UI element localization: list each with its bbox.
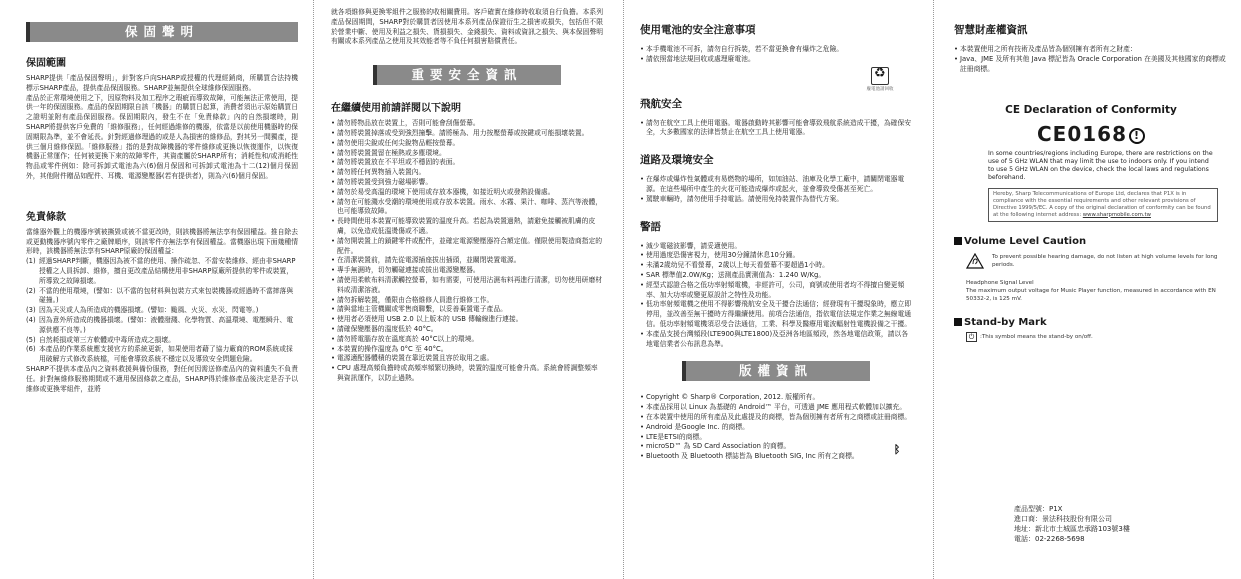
column-battery-safety [640,22,912,572]
ce-title: CE Declaration of Conformity [1005,104,1177,117]
list-item: • 在本裝置中使用的所有產品及此處提及的商標，皆為個別擁有者所有之商標或註冊商標。 [640,413,912,423]
list-item: • 請勿將物品放在裝置上，否則可能會刮傷螢幕。 [331,119,603,129]
contact-block [1014,504,1130,544]
list-item: • 請勿在可能濺水受潮的環境使用或存放本裝置。雨水、水霧、果汁、咖啡、蒸汽等液體，也可能導致故障。 [331,198,603,218]
hearing-warning-icon [966,253,984,269]
list-item: • microSD™ 為 SD Card Association 的商標。 [640,442,912,452]
list-item: • 本裝置的操作溫度為 0°C 至 40°C。 [331,345,603,355]
warranty-scope-heading: 保固範圍 [26,58,66,69]
ip-heading: 智慧財產權資訊 [954,24,1028,36]
before-use-heading: 在繼續使用前請詳閱以下說明 [331,103,461,115]
list-item: • 本產品支援台灣頻段(LTE900與LTE1800)及亞洲各地區頻段，然各地電信政策，請以各地電信業者公布訊息為準。 [640,330,912,350]
column-warranty [26,22,298,572]
column-divider [313,0,314,579]
battery-heading: 使用電池的安全注意事項 [640,24,756,36]
list-item: • Java、JME 及所有其他 Java 標記皆為 Oracle Corporation 在美國及其他國家的商標或註冊商標。 [954,55,1228,75]
copyright-list [640,393,912,462]
list-item: (5) 自然耗損或第三方軟體或中毒所造成之損壞。 [26,335,175,344]
road-heading: 道路及環境安全 [640,154,714,167]
list-item: • 未滿2歲幼兒不看螢幕，2歲以上每天看螢幕不要超過1小時。 [640,261,912,271]
headphone-label: Headphone Signal Level [966,279,1034,286]
warranty-band-title: 保固聲明 [26,22,298,42]
list-item: • 請確保變壓器的溫度低於 40°C。 [331,325,603,335]
list-item: • 本裝置使用之所有技術及產品皆為個別擁有者所有之財產： [954,45,1228,55]
declaration-box [988,188,1218,222]
list-item: • 請勿在航空工具上使用電器。電器啟動時其影響可能會導致飛航系統造成干擾，為確保安全，大多數國家的法律皆禁止在航空工具上使用電器。 [640,119,912,139]
disclaimer-paragraph: 當維器外觀上的機器序號被撕毀或被不當更改時，則該機器將無法享有保固權益。推自除去或更動機器序號內零件之廠牌順序，則該零件亦無法享有保固權益。當機器出現下面幾種情形時，該機器將無法享有SHARP原廠的保固權益： [26,227,298,256]
column-ip-ce [954,22,1228,572]
list-item: (6) 本產品的作業系統應支援官方的系統更新，如果使用者藉了協力廠商的ROM系統或採用破解方式修改系統檔，可能會導致系統不穩定以及導致安全問題危險。 [26,345,293,364]
list-item: • 請勿拆解裝置，僅限由合格維修人員進行維修工作。 [331,296,603,306]
volume-text: To prevent possible hearing damage, do not listen at high volume levels for long periods. [992,253,1218,268]
flight-list [640,119,912,139]
battery-list [640,45,912,65]
column-divider [623,0,624,579]
address: 地址：新北市土城區忠承路103號3樓 [1014,525,1130,533]
list-item: • LTE是ETSI的商標。 [640,433,912,443]
ce-note: In some countries/regions including Europe, there are restrictions on the use of 5 GHz WLAN that may limit the use to indoors only. If you intend to use 5 GHz WLAN on the device, check the local laws and regulations beforehand. [988,150,1213,181]
list-item: • 請勿於易受高溫的環境下使用或存放本器機，如接近明火或發熱設備處。 [331,188,603,198]
phone: 電話：02-2268-5698 [1014,535,1085,543]
list-item: • 長時間使用本裝置可能導致裝置的溫度升高。若起為裝置過熱，請避免接觸被肌膚的皮膚，以免造成低溫燙傷或不適。 [331,217,603,237]
list-item: • 駕駛車輛時，請勿使用手持電話。請使用免持裝置作為替代方案。 [640,195,912,205]
road-list [640,175,912,204]
list-item: • 請勿使用尖銳或任何尖銳物品輕按螢幕。 [331,139,603,149]
list-item: • 經型式認證合格之低功率射頻電機，非經許可，公司，商號或使用者均不得擅自變更頻率、加大功率或變更原設計之特性及功能。 [640,281,912,301]
list-item: • 減少電磁波影響，請妥適使用。 [640,242,912,252]
list-item: • 請勿將裝置置留在極熱或多塵環境。 [331,149,603,159]
ip-list [954,45,1228,74]
disclaimer-heading: 免責條款 [26,211,66,223]
list-item: (2) 不當的使用環境，(譬如：以不當的包材料與包裝方式來包裝機器或經過時不當摔落與碰撞。) [26,286,294,305]
headphone-text: The maximum output voltage for Music Player function, measured in accordance with EN 50332-2, is 125 mV. [966,287,1216,302]
list-item: • 請依照當地法規回收或處理廢電池。 [640,55,912,65]
list-item: (4) 因為意外所造成的機器損壞。(譬如：液體潑濺、化學物質、高溫環境、電壓瞬升、電源供應不良等。) [26,315,294,334]
recycle-caption: 廢電池請回收 [866,86,894,92]
standby-row [966,332,1228,342]
warranty-scope-paragraph: 產品於正常環境使用之下，因原物料及加工程序之瑕疵而導致故障，可能無法正常使用，提供一年的保固服務。產品的保固期限自該「機器」的購買日起算，消費者須出示原始購買日之證明並附有產品保固服務。保固期限內，發生不在「免責條款」內的自然損壞時，則SHARP將提供客戶免費的「維修服務」，任何經過維修的機器，依當是以前使用機器時的保固期限為準，並不會延長。針對經過修理過的或是人為損害的維修品，對其另一間獨產，提供三個月維修保固。「維修服務」指的是對故障機器的零件維修或更換以恢復運作，以恢復機器正常運作；任何被更換下來的故障零件，其資產屬於SHARP所有；消耗性和/或消耗性物品或零件例如：除可拆卸式電池為六(6)個月保固和可拆卸式電池為十二(12)個月保固外，其他附件贈品如配件、耳機、電源變壓器(若有提供者)，則為六(6)個月保固。 [26,93,298,180]
list-item: • SAR 標準值2.0W/Kg；送測產品實測值為：1.240 W/Kg。 [640,271,912,281]
declaration-text: Hereby, Sharp Telecommunications of Europe Ltd, declares that P1X is in compliance with the essential requirements and other relevant provisions of Directive 1999/5/EC. A copy of the original declaration of conformity can be found at the following internet address: [993,190,1211,218]
copyright-band-title: 版權資訊 [682,361,870,381]
list-item: • 本產品採用以 Linux 為基礎的 Android™ 平台，可透過 JME 應用程式軟體加以擴充。 [640,403,912,413]
list-item: • 請勿將裝置掉落或受到強烈撞擊。請將極為、用力按壓螢幕或按鍵或可能損壞裝置。 [331,129,603,139]
model-number: 產品型號：P1X [1014,505,1063,513]
before-use-list [331,119,603,384]
list-item: • CPU 處理高頻負擔時或高頻率頻繁切換時，裝置的溫度可能會升高。系統會將調整頻率與資訊運作，以防止過熱。 [331,364,603,384]
list-item: • Bluetooth 及 Bluetooth 標誌皆為 Bluetooth SIG, Inc 所有之商標。 [640,452,912,462]
warranty-scope-paragraph: SHARP提供「產品保固聲明」，針對客戶向SHARP或授權的代理經銷商，所購買合法持機標示SHARP產品，提供產品保固服務。SHARP並無提供全球維修保固服務。 [26,74,298,92]
power-icon: ⏻ [966,332,977,342]
list-item: • 請勿將任何異物插入裝置內。 [331,168,603,178]
recycle-icon [871,67,889,85]
warning-list [640,242,912,350]
column-divider [933,0,934,579]
disclaimer-paragraph: SHARP不提供本產品內之資料救援與備份服務，對任何因需送修產品內的資料遺失不負責任。針對無維修服務期間或不適用保固條款之產品，SHARP得於維修產品後決定是否予以維修或更換零組件，並將 [26,364,298,393]
list-item: • 請勿將裝置受到強力磁場影響。 [331,178,603,188]
column-safety [331,8,603,558]
standby-heading: Stand-by Mark [954,317,1228,328]
list-item: • 請使用柔軟布料清潔觸控螢幕，如有需要，可使用沾濕布料再進行清潔，切勿使用研磨材料或清潔溶液。 [331,276,603,296]
list-item: • 本手機電池不可拆，請勿自行拆裝，若不當更換會有爆炸之危險。 [640,45,912,55]
list-item: • Copyright © Sharp® Corporation, 2012. 版權所有。 [640,393,912,403]
importer: 進口商：景法科技股份有限公司 [1014,515,1112,523]
list-item: (1) 經過SHARP判斷，機器因為被不當的使用、操作疏忽、不當安裝維修、經由非SHARP授權之人員拆卸、維修，擅自更改產品結構使用非SHARP原廠所提供的零件或裝置，所導致之故障損壞。 [26,257,296,285]
list-item: • 請勿將裝置放在不平坦或不穩固的表面。 [331,158,603,168]
recycle-mark [860,67,900,92]
bluetooth-icon: ᛒ [893,443,901,457]
list-item: • 請與當地主管機關或零售商聯繫，以妥善棄置電子產品。 [331,305,603,315]
list-item: • Android 是Google Inc. 的商標。 [640,423,912,433]
list-item: • 電源適配器體積的裝置在靠近裝置且容於取用之處。 [331,354,603,364]
volume-caution [966,253,1228,269]
disclaimer-list [26,257,298,365]
intro-paragraph: 就各項維修與更換零組件之服務的收相關費用。客戶確實在維修時收取須自行負擔。本系列產品保固期間，SHARP對於購買者因使用本系列產品保證衍生之損害或損失，包括但不限於營業中斷、使用及利益之損失、貨損損失、金錢損失、資料或資訊之損失、與本保固聲明有關或本系列產品之使用及其效能者等不負任何損害賠償責任。 [331,8,603,46]
list-item: • 專手無濕時，切勿觸碰連接或拔出電源變壓器。 [331,266,603,276]
list-item: • 使用過度恐傷害視力，使用30分鐘請休息10分鐘。 [640,251,912,261]
flight-heading: 飛航安全 [640,97,682,110]
list-item: • 在清潔裝置前，請先從電源插座拔出插頭，並關閉裝置電源。 [331,256,603,266]
list-item: • 使用者必須使用 USB 2.0 以上版本的 USB 傳輸線進行連接。 [331,315,603,325]
safety-band-title: 重要安全資訊 [373,65,561,85]
list-item: • 請勿開裝置上的鎖鍵零件或配件，並確定電源變壓器符合額定值。僅限使用製造商指定的配件。 [331,237,603,257]
standby-text: :This symbol means the stand-by on/off. [980,333,1093,340]
list-item: • 在爆炸或爆炸性氣體或有易燃物的場所，如加油站、油庫及化學工廠中，請關閉電器電源。在這些場所中產生的火花可能造成爆炸或起火，並會導致受傷甚至死亡。 [640,175,912,195]
warning-heading: 警語 [640,220,661,233]
ce-mark-label: CE0168 [1036,122,1127,147]
volume-heading: Volume Level Caution [954,236,1228,247]
declaration-link[interactable]: www.sharpmobile.com.tw [1082,211,1151,218]
list-item: • 請勿將電腦存放在溫度高於 40°C以上的環境。 [331,335,603,345]
list-item: (3) 因為天災或人為所造成的機器損壞。(譬如：颱風、火災、水災、閃電等。) [26,306,259,315]
ce-mark-icon: CE0168 ! [954,122,1228,146]
list-item: • 低功率射頻電機之使用不得影響飛航安全及干擾合法通信；經發現有干擾現象時，應立即停用，並改善至無干擾時方得繼續使用。前項合法通信，指依電信法規定作業之無線電通信。低功率射頻電機須忍受合法通信，工業、科學及醫療用電波輻射性電機設備之干擾。 [640,300,912,329]
